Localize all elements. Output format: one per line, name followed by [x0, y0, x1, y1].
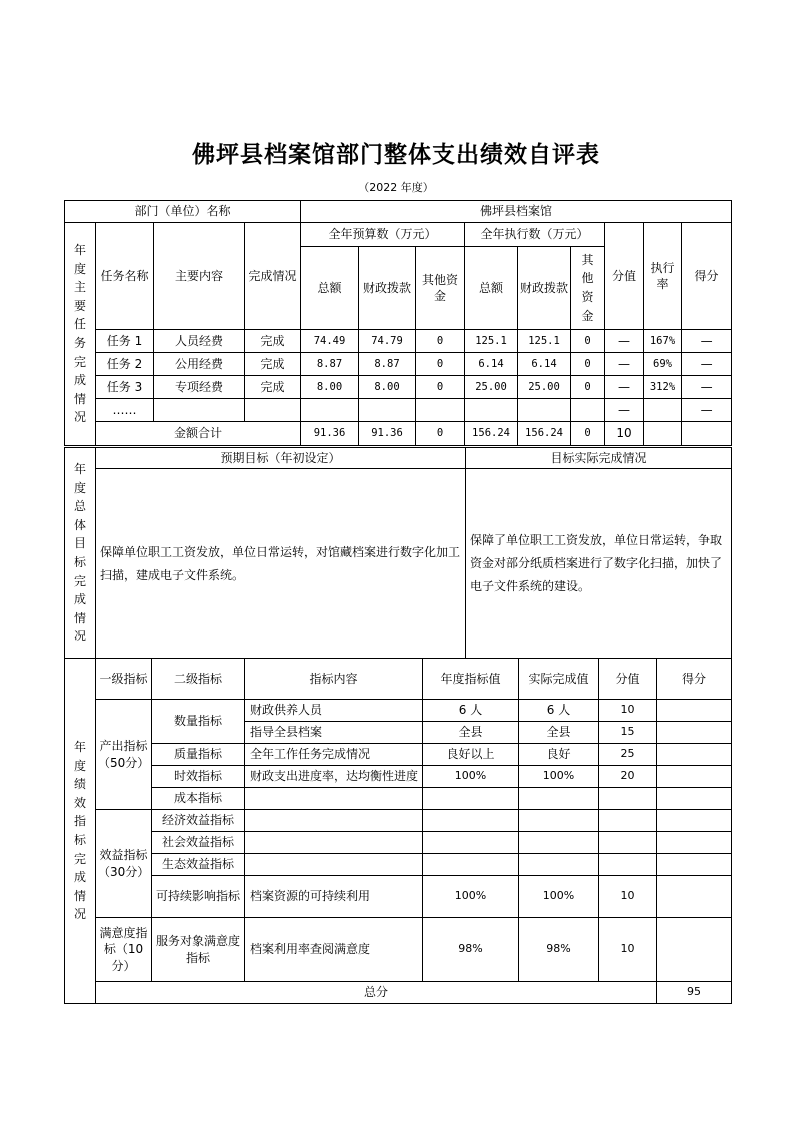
group-output: 产出指标（50分） [96, 700, 152, 810]
target-value: 良好以上 [423, 744, 519, 766]
task-name: …… [96, 399, 154, 422]
header-budget-other: 其他资金 [416, 247, 465, 330]
header-target-value: 年度指标值 [423, 659, 519, 700]
fiscal-year: （2022 年度） [358, 181, 434, 194]
task-content: 公用经费 [154, 353, 245, 376]
indicator-content: 指导全县档案 [245, 722, 423, 744]
section1-side-label: 年 度 主 要 任 务 完 成 情 况 [65, 223, 96, 446]
header-rate: 执行率 [644, 223, 682, 330]
target-value [423, 788, 519, 810]
actual-value [519, 854, 599, 876]
exec-other: 0 [571, 353, 605, 376]
indicators-table [64, 658, 732, 1004]
score: — [682, 376, 732, 399]
indicator-value [599, 810, 657, 832]
actual-goal-text: 保障了单位职工工资发放，单位日常运转，争取资金对部分纸质档案进行了数字化扫描，加快了电子文件系统的建设。 [466, 469, 732, 659]
actual-value: 100% [519, 876, 599, 918]
indicator-value [599, 854, 657, 876]
header-content: 主要内容 [154, 223, 245, 330]
actual-value [519, 832, 599, 854]
header-expected-goal: 预期目标（年初设定） [96, 448, 466, 469]
exec-fiscal [518, 399, 571, 422]
header-score-value: 分值 [605, 223, 644, 330]
budget-total [301, 399, 359, 422]
budget-other [416, 399, 465, 422]
tasks-table [64, 200, 732, 446]
section2-side-label: 年 度 总 体 目 标 完 成 情 况 [65, 448, 96, 659]
indicator-score [657, 876, 732, 918]
section3-side-label: 年 度 绩 效 指 标 完 成 情 况 [65, 659, 96, 1004]
actual-value: 6 人 [519, 700, 599, 722]
actual-value: 100% [519, 766, 599, 788]
exec-fiscal: 125.1 [518, 330, 571, 353]
score-value: — [605, 399, 644, 422]
budget-fiscal: 8.00 [359, 376, 416, 399]
table-row [65, 876, 732, 918]
table-row [65, 376, 732, 399]
exec-fiscal: 6.14 [518, 353, 571, 376]
table-row [65, 766, 732, 788]
exec-other: 0 [571, 376, 605, 399]
header-task: 任务名称 [96, 223, 154, 330]
level2-label: 生态效益指标 [152, 854, 245, 876]
goals-table [64, 447, 732, 659]
table-row [65, 832, 732, 854]
task-status: 完成 [245, 353, 301, 376]
score-value: — [605, 353, 644, 376]
header-status: 完成情况 [245, 223, 301, 330]
table-row [65, 854, 732, 876]
sum-budget-other: 0 [416, 422, 465, 446]
level2-label: 经济效益指标 [152, 810, 245, 832]
task-name: 任务 2 [96, 353, 154, 376]
table-row [65, 700, 732, 722]
exec-rate: 312% [644, 376, 682, 399]
header-budget-fiscal: 财政拨款 [359, 247, 416, 330]
total-label: 总分 [96, 982, 657, 1004]
actual-value: 良好 [519, 744, 599, 766]
dept-value: 佛坪县档案馆 [301, 201, 732, 223]
score-value: — [605, 330, 644, 353]
expected-goal-text: 保障单位职工工资发放，单位日常运转，对馆藏档案进行数字化加工扫描，建成电子文件系统。 [96, 469, 466, 659]
target-value: 98% [423, 918, 519, 982]
score: — [682, 353, 732, 376]
dept-label: 部门（单位）名称 [65, 201, 301, 223]
indicator-value: 15 [599, 722, 657, 744]
level2-label: 时效指标 [152, 766, 245, 788]
table-row [65, 399, 732, 422]
sum-row [65, 422, 732, 446]
indicator-value: 25 [599, 744, 657, 766]
budget-other: 0 [416, 376, 465, 399]
task-name: 任务 3 [96, 376, 154, 399]
indicator-score [657, 766, 732, 788]
budget-other: 0 [416, 330, 465, 353]
indicator-value [599, 832, 657, 854]
target-value: 100% [423, 766, 519, 788]
target-value: 6 人 [423, 700, 519, 722]
task-status [245, 399, 301, 422]
total-value: 95 [657, 982, 732, 1004]
sum-label: 金额合计 [96, 422, 301, 446]
score: — [682, 330, 732, 353]
score-value: — [605, 376, 644, 399]
indicator-score [657, 700, 732, 722]
page-title: 佛坪县档案馆部门整体支出绩效自评表 [192, 141, 600, 168]
indicator-score [657, 788, 732, 810]
indicator-value: 10 [599, 700, 657, 722]
exec-other [571, 399, 605, 422]
indicator-score [657, 854, 732, 876]
header-level1: 一级指标 [96, 659, 152, 700]
indicator-value: 20 [599, 766, 657, 788]
indicator-content [245, 854, 423, 876]
level2-label: 社会效益指标 [152, 832, 245, 854]
budget-total: 8.87 [301, 353, 359, 376]
budget-total: 8.00 [301, 376, 359, 399]
header-score: 得分 [657, 659, 732, 700]
indicator-content: 全年工作任务完成情况 [245, 744, 423, 766]
target-value [423, 854, 519, 876]
header-indicator-content: 指标内容 [245, 659, 423, 700]
sum-score-value: 10 [605, 422, 644, 446]
indicator-content: 财政供养人员 [245, 700, 423, 722]
budget-fiscal: 74.79 [359, 330, 416, 353]
task-status: 完成 [245, 376, 301, 399]
sum-exec-other: 0 [571, 422, 605, 446]
exec-rate [644, 399, 682, 422]
budget-total: 74.49 [301, 330, 359, 353]
indicator-content: 档案资源的可持续利用 [245, 876, 423, 918]
exec-other: 0 [571, 330, 605, 353]
exec-total: 25.00 [465, 376, 518, 399]
actual-value: 全县 [519, 722, 599, 744]
indicator-content [245, 810, 423, 832]
indicator-value: 10 [599, 876, 657, 918]
table-row [65, 744, 732, 766]
table-row [65, 353, 732, 376]
table-row [65, 810, 732, 832]
header-exec: 全年执行数（万元） [465, 223, 605, 247]
exec-total: 6.14 [465, 353, 518, 376]
budget-other: 0 [416, 353, 465, 376]
indicator-score [657, 832, 732, 854]
indicator-value [599, 788, 657, 810]
table-row [65, 330, 732, 353]
exec-fiscal: 25.00 [518, 376, 571, 399]
indicator-score [657, 744, 732, 766]
sum-budget-fiscal: 91.36 [359, 422, 416, 446]
indicator-score [657, 918, 732, 982]
header-actual-goal: 目标实际完成情况 [466, 448, 732, 469]
table-row [65, 788, 732, 810]
header-budget-total: 总额 [301, 247, 359, 330]
target-value: 100% [423, 876, 519, 918]
level2-label: 可持续影响指标 [152, 876, 245, 918]
exec-rate: 69% [644, 353, 682, 376]
score: — [682, 399, 732, 422]
indicator-content: 档案利用率查阅满意度 [245, 918, 423, 982]
budget-fiscal: 8.87 [359, 353, 416, 376]
level2-label: 数量指标 [152, 700, 245, 744]
budget-fiscal [359, 399, 416, 422]
header-level2: 二级指标 [152, 659, 245, 700]
header-score: 得分 [682, 223, 732, 330]
header-exec-fiscal: 财政拨款 [518, 247, 571, 330]
indicator-content [245, 788, 423, 810]
total-row [65, 982, 732, 1004]
level2-label: 质量指标 [152, 744, 245, 766]
sum-score [682, 422, 732, 446]
sum-rate [644, 422, 682, 446]
actual-value: 98% [519, 918, 599, 982]
header-exec-total: 总额 [465, 247, 518, 330]
group-satisfaction: 满意度指标（10分） [96, 918, 152, 982]
level2-label: 服务对象满意度指标 [152, 918, 245, 982]
header-budget: 全年预算数（万元） [301, 223, 465, 247]
task-name: 任务 1 [96, 330, 154, 353]
indicator-content [245, 832, 423, 854]
group-benefit: 效益指标（30分） [96, 810, 152, 918]
task-content [154, 399, 245, 422]
task-content: 专项经费 [154, 376, 245, 399]
exec-total [465, 399, 518, 422]
exec-total: 125.1 [465, 330, 518, 353]
actual-value [519, 788, 599, 810]
exec-rate: 167% [644, 330, 682, 353]
header-actual-value: 实际完成值 [519, 659, 599, 700]
task-content: 人员经费 [154, 330, 245, 353]
sum-exec-total: 156.24 [465, 422, 518, 446]
task-status: 完成 [245, 330, 301, 353]
target-value: 全县 [423, 722, 519, 744]
target-value [423, 832, 519, 854]
indicator-content: 财政支出进度率，达均衡性进度 [245, 766, 423, 788]
header-exec-other: 其 他 资 金 [571, 247, 605, 330]
sum-exec-fiscal: 156.24 [518, 422, 571, 446]
table-row [65, 918, 732, 982]
target-value [423, 810, 519, 832]
level2-label: 成本指标 [152, 788, 245, 810]
indicator-score [657, 722, 732, 744]
indicator-value: 10 [599, 918, 657, 982]
indicator-score [657, 810, 732, 832]
header-value: 分值 [599, 659, 657, 700]
actual-value [519, 810, 599, 832]
sum-budget-total: 91.36 [301, 422, 359, 446]
